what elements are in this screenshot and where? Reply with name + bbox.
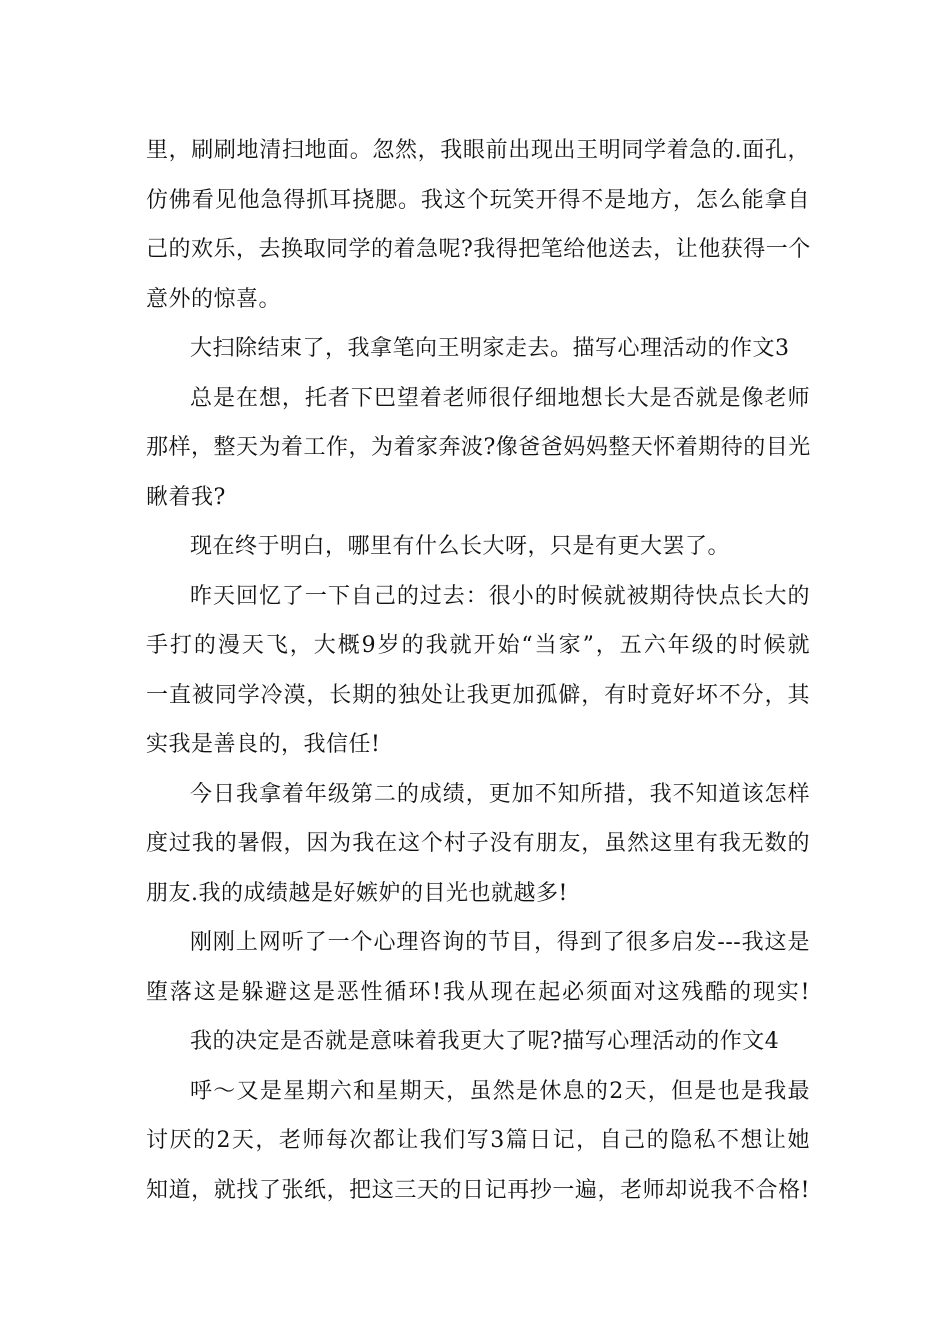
essay-body: [146, 126, 810, 1215]
text-line: 瞅着我?: [146, 484, 226, 510]
text-line: 手打的漫天飞，大概9岁的我就开始“当家”，五六年级的时候就: [146, 633, 810, 658]
text-line: 现在终于明白，哪里有什么长大呀，只是有更大罢了。: [190, 534, 731, 559]
text-line: 大扫除结束了，我拿笔向王明家走去。描写心理活动的作文3: [190, 336, 790, 361]
text-line: 今日我拿着年级第二的成绩，更加不知所措，我不知道该怎样: [190, 781, 810, 807]
text-line: 堕落这是躲避这是恶性循环!我从现在起必须面对这残酷的现实!: [146, 979, 810, 1005]
text-line: 度过我的暑假，因为我在这个村子没有朋友，虽然这里有我无数的: [146, 831, 810, 856]
text-line: 刚刚上网听了一个心理咨询的节目，得到了很多启发---我这是: [190, 930, 810, 955]
text-line: 意外的惊喜。: [146, 286, 282, 312]
text-line: 讨厌的2天，老师每次都让我们写3篇日记，自己的隐私不想让她: [146, 1128, 810, 1153]
text-line: 呼～又是星期六和星期天，虽然是休息的2天，但是也是我最: [190, 1078, 810, 1104]
text-line: 己的欢乐，去换取同学的着急呢?我得把笔给他送去，让他获得一个: [146, 237, 811, 262]
text-line: 一直被同学冷漠，长期的独处让我更加孤僻，有时竟好坏不分，其: [146, 682, 810, 708]
text-line: 昨天回忆了一下自己的过去：很小的时候就被期待快点长大的: [190, 583, 810, 609]
text-line: 朋友.我的成绩越是好嫉妒的目光也就越多!: [146, 880, 568, 906]
text-line: 那样，整天为着工作，为着家奔波?像爸爸妈妈整天怀着期待的目光: [146, 435, 811, 460]
text-line: 实我是善良的，我信任!: [146, 732, 381, 757]
text-line: 我的决定是否就是意味着我更大了呢?描写心理活动的作文4: [190, 1029, 780, 1054]
text-line: 仿佛看见他急得抓耳挠腮。我这个玩笑开得不是地方，怎么能拿自: [146, 187, 810, 213]
text-line: 里，刷刷地清扫地面。忽然，我眼前出现出王明同学着急的.面孔，: [146, 138, 810, 163]
text-line: 知道，就找了张纸，把这三天的日记再抄一遍，老师却说我不合格!: [146, 1177, 810, 1203]
text-line: 总是在想，托者下巴望着老师很仔细地想长大是否就是像老师: [190, 385, 810, 411]
